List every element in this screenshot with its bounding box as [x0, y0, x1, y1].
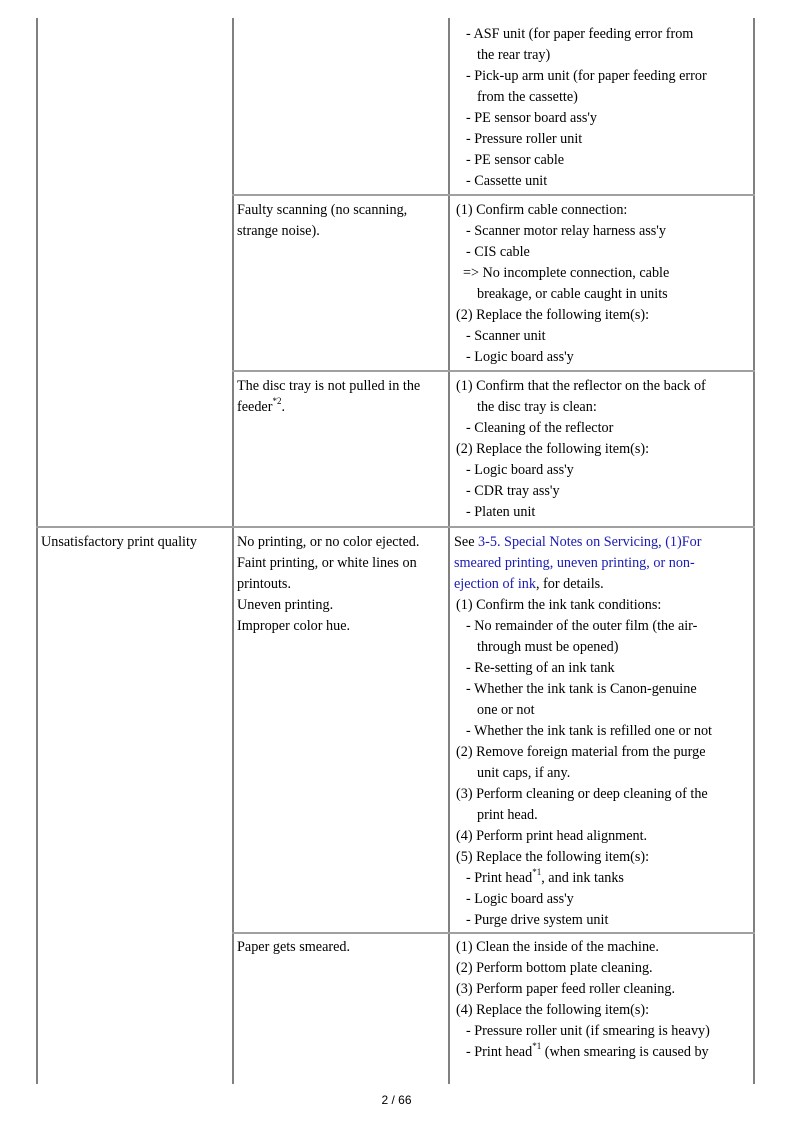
- symptom-line: Paper gets smeared.: [237, 939, 351, 955]
- solution-line: - PE sensor board ass'y: [466, 110, 598, 126]
- symptom-line: The disc tray is not pulled in the: [237, 378, 421, 394]
- solution-line: (1) Clean the inside of the machine.: [456, 939, 659, 955]
- solution-line: - Scanner motor relay harness ass'y: [466, 223, 666, 239]
- solution-line: (4) Perform print head alignment.: [456, 828, 648, 844]
- solution-line: (2) Replace the following item(s):: [456, 441, 650, 457]
- solution-line: from the cassette): [477, 89, 578, 105]
- row2-solution: [456, 200, 669, 368]
- solution-line: - Logic board ass'y: [466, 462, 574, 478]
- symptom-line: printouts.: [237, 576, 291, 592]
- solution-line: - Purge drive system unit: [466, 912, 609, 928]
- row4-category: [41, 532, 197, 553]
- row-divider: [232, 370, 755, 372]
- solution-line: (2) Remove foreign material from the purge: [456, 744, 706, 760]
- solution-line: breakage, or cable caught in units: [477, 286, 668, 302]
- solution-line: - Re-setting of an ink tank: [466, 660, 615, 676]
- solution-line: => No incomplete connection, cable: [463, 265, 670, 281]
- row-divider: [232, 932, 755, 934]
- row-divider: [36, 526, 755, 528]
- solution-line: (1) Confirm cable connection:: [456, 202, 628, 218]
- table-border-col2: [232, 18, 234, 1084]
- solution-line: - ASF unit (for paper feeding error from: [466, 26, 694, 42]
- solution-line: - Pick-up arm unit (for paper feeding error: [466, 68, 707, 84]
- solution-line: (2) Perform bottom plate cleaning.: [456, 960, 653, 976]
- solution-text: - Print head: [466, 1044, 533, 1060]
- solution-line: - Scanner unit: [466, 328, 546, 344]
- see-suffix: , for details.: [535, 576, 604, 592]
- solution-line: - Logic board ass'y: [466, 349, 574, 365]
- solution-line: (4) Replace the following item(s):: [456, 1002, 650, 1018]
- solution-line: - Whether the ink tank is refilled one or not: [466, 723, 712, 739]
- solution-line: the rear tray): [477, 47, 551, 63]
- symptom-line: Faulty scanning (no scanning,: [237, 202, 408, 218]
- row3-solution: [456, 376, 706, 523]
- row5-symptom: [237, 937, 350, 958]
- solution-line: [454, 868, 712, 889]
- special-notes-link-cont[interactable]: smeared printing, uneven printing, or non-: [454, 555, 695, 571]
- see-reference-line: [454, 553, 712, 574]
- solution-line: - CDR tray ass'y: [466, 483, 560, 499]
- table-border-left: [36, 18, 38, 1084]
- see-prefix: See: [454, 534, 479, 550]
- solution-line: - Pressure roller unit (if smearing is heavy): [466, 1023, 710, 1039]
- category-label: Unsatisfactory print quality: [41, 534, 198, 550]
- solution-line: - CIS cable: [466, 244, 530, 260]
- symptom-text: feeder: [237, 399, 273, 415]
- solution-line: - Pressure roller unit: [466, 131, 583, 147]
- row4-symptom: [237, 532, 419, 637]
- footnote-ref: *1: [532, 867, 542, 878]
- solution-line: (1) Confirm that the reflector on the back of: [456, 378, 706, 394]
- footnote-ref: *1: [532, 1041, 542, 1052]
- solution-line: (2) Replace the following item(s):: [456, 307, 650, 323]
- row3-symptom: [237, 376, 420, 418]
- table-border-right: [753, 18, 755, 1084]
- row-divider: [232, 194, 755, 196]
- symptom-line: No printing, or no color ejected.: [237, 534, 420, 550]
- special-notes-link-cont[interactable]: ejection of ink: [454, 576, 536, 592]
- symptom-text: .: [281, 399, 285, 415]
- row2-symptom: [237, 200, 407, 242]
- see-reference-line: [454, 532, 712, 553]
- solution-line: - Logic board ass'y: [466, 891, 574, 907]
- solution-line: (3) Perform paper feed roller cleaning.: [456, 981, 676, 997]
- solution-line: (3) Perform cleaning or deep cleaning of the: [456, 786, 708, 802]
- solution-line: print head.: [477, 807, 538, 823]
- solution-line: through must be opened): [477, 639, 619, 655]
- solution-text: (when smearing is caused by: [541, 1044, 709, 1060]
- solution-text: - Print head: [466, 870, 533, 886]
- solution-line: one or not: [477, 702, 535, 718]
- solution-line: unit caps, if any.: [477, 765, 571, 781]
- solution-line: the disc tray is clean:: [477, 399, 597, 415]
- symptom-line: Uneven printing.: [237, 597, 334, 613]
- solution-line: - Cassette unit: [466, 173, 548, 189]
- row1-solution: [456, 24, 707, 192]
- solution-line: (1) Confirm the ink tank conditions:: [456, 597, 662, 613]
- solution-text: , and ink tanks: [541, 870, 624, 886]
- solution-line: (5) Replace the following item(s):: [456, 849, 650, 865]
- footnote-ref: *2: [272, 396, 282, 407]
- symptom-line: Improper color hue.: [237, 618, 351, 634]
- special-notes-link[interactable]: 3-5. Special Notes on Servicing, (1)For: [478, 534, 702, 550]
- solution-line: [456, 1042, 710, 1063]
- solution-line: - No remainder of the outer film (the air-: [466, 618, 698, 634]
- solution-line: - Cleaning of the reflector: [466, 420, 614, 436]
- symptom-line: Faint printing, or white lines on: [237, 555, 417, 571]
- solution-line: - Whether the ink tank is Canon-genuine: [466, 681, 697, 697]
- row4-solution: [454, 532, 712, 931]
- page-number: 2 / 66: [381, 1093, 412, 1107]
- solution-line: - PE sensor cable: [466, 152, 565, 168]
- solution-line: - Platen unit: [466, 504, 536, 520]
- row5-solution: [456, 937, 710, 1063]
- symptom-line: strange noise).: [237, 223, 320, 239]
- table-border-col3: [448, 18, 450, 1084]
- see-reference-line: [454, 574, 712, 595]
- symptom-line: [237, 397, 420, 418]
